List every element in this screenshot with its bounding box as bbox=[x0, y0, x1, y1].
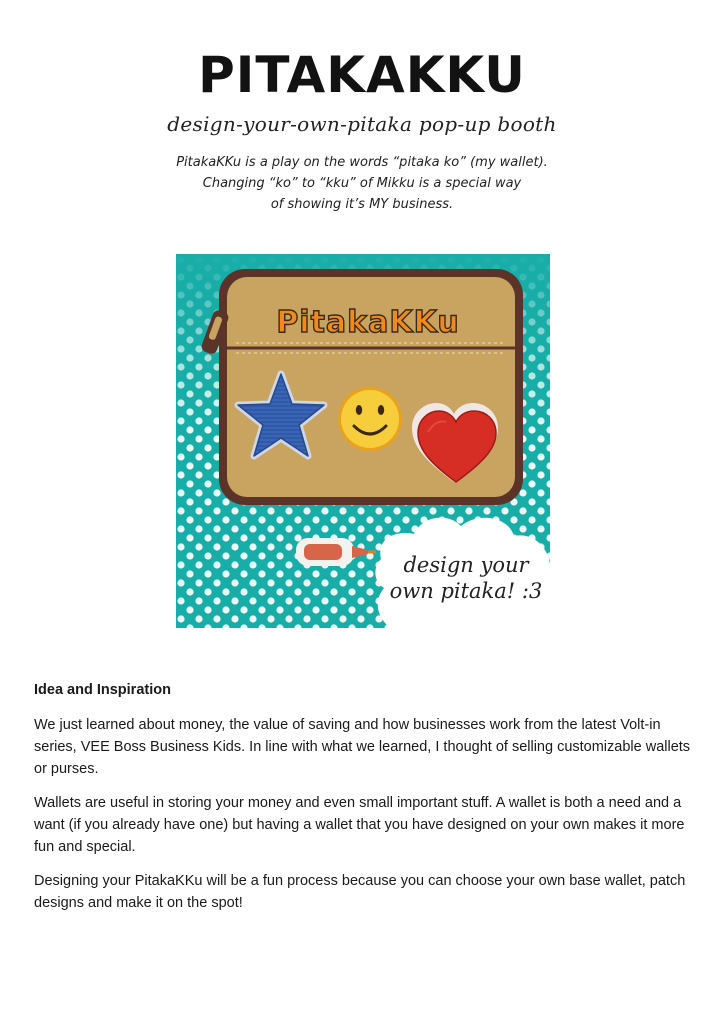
smiley-icon bbox=[338, 387, 402, 451]
section-paragraph: Wallets are useful in storing your money and even small important stuff. A wallet is both a need and a want (if you already have one) but having a wallet that you have designed on your own makes it more fun and special. bbox=[34, 795, 685, 855]
page-subtitle: design-your-own-pitaka pop-up booth bbox=[167, 112, 557, 136]
section-heading: Idea and Inspiration bbox=[34, 682, 171, 698]
page-title: PITAKAKKU bbox=[198, 46, 526, 104]
intro-text bbox=[112, 152, 612, 215]
bubble-text-line1: design your bbox=[403, 553, 529, 577]
section-paragraph: We just learned about money, the value of saving and how businesses work from the latest Volt-in series, VEE Boss Business Kids. In line with what we learned, I thought of selling customizable wallets or purses. bbox=[34, 717, 691, 777]
section-paragraph: Designing your PitakaKKu will be a fun process because you can choose your own base wallet, patch designs and make it on the spot! bbox=[34, 873, 686, 911]
intro-line: PitakaKKu is a play on the words “pitaka ko” (my wallet). bbox=[176, 155, 548, 170]
intro-line: Changing “ko” to “kku” of Mikku is a special way bbox=[202, 176, 522, 191]
idea-section bbox=[34, 680, 694, 926]
wallet-label: PitakaKKu bbox=[276, 305, 460, 340]
intro-line: of showing it’s MY business. bbox=[270, 197, 454, 212]
wallet-illustration bbox=[176, 254, 550, 628]
bubble-text-line2: own pitaka! :3 bbox=[389, 579, 543, 603]
